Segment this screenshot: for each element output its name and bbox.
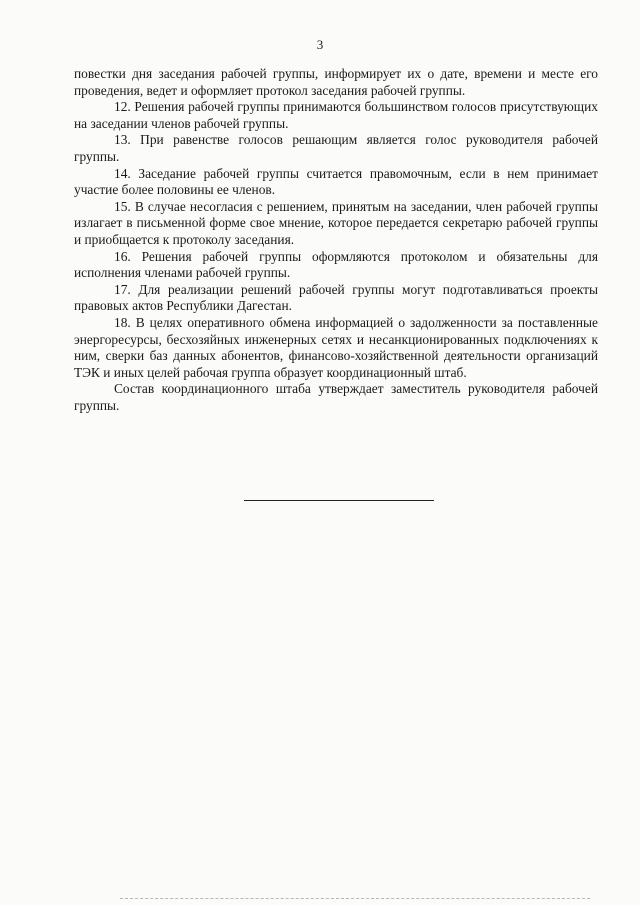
paragraph-16: 16. Решения рабочей группы оформляются протоколом и обязательны для исполнения членами рабочей группы. — [74, 248, 598, 281]
page-number: 3 — [316, 37, 324, 52]
scan-edge-line — [120, 898, 590, 899]
paragraph-18: 18. В целях оперативного обмена информацией о задолженности за поставленные энергоресурсы, бесхозяйных инженерных сетях и несанкционированных подключениях к ним, сверки баз данных абонентов, финансово-хозяйственной деятельности организаций ТЭК и иных целей рабочая группа образует координационный штаб. — [74, 314, 598, 380]
paragraph-13: 13. При равенстве голосов решающим является голос руководителя рабочей группы. — [74, 132, 598, 164]
document-body — [74, 66, 598, 414]
paragraph-12: 12. Решения рабочей группы принимаются большинством голосов присутствующих на заседании членов рабочей группы. — [74, 99, 598, 131]
paragraph-continuation: повестки дня заседания рабочей группы, информирует их о дате, времени и месте его проведения, ведет и оформляет протокол заседания рабочей группы. — [74, 66, 598, 98]
end-separator-line — [244, 500, 434, 501]
paragraph-17: 17. Для реализации решений рабочей группы могут подготавливаться проекты правовых актов Республики Дагестан. — [74, 281, 598, 314]
paragraph-15: 15. В случае несогласия с решением, принятым на заседании, член рабочей группы излагает в письменной форме свое мнение, которое передается секретарю рабочей группы и приобщается к протоколу заседания. — [74, 198, 598, 247]
paragraph-14: 14. Заседание рабочей группы считается правомочным, если в нем принимает участие более половины ее членов. — [74, 165, 598, 198]
paragraph-staff-composition: Состав координационного штаба утверждает заместитель руководителя рабочей группы. — [74, 381, 598, 413]
